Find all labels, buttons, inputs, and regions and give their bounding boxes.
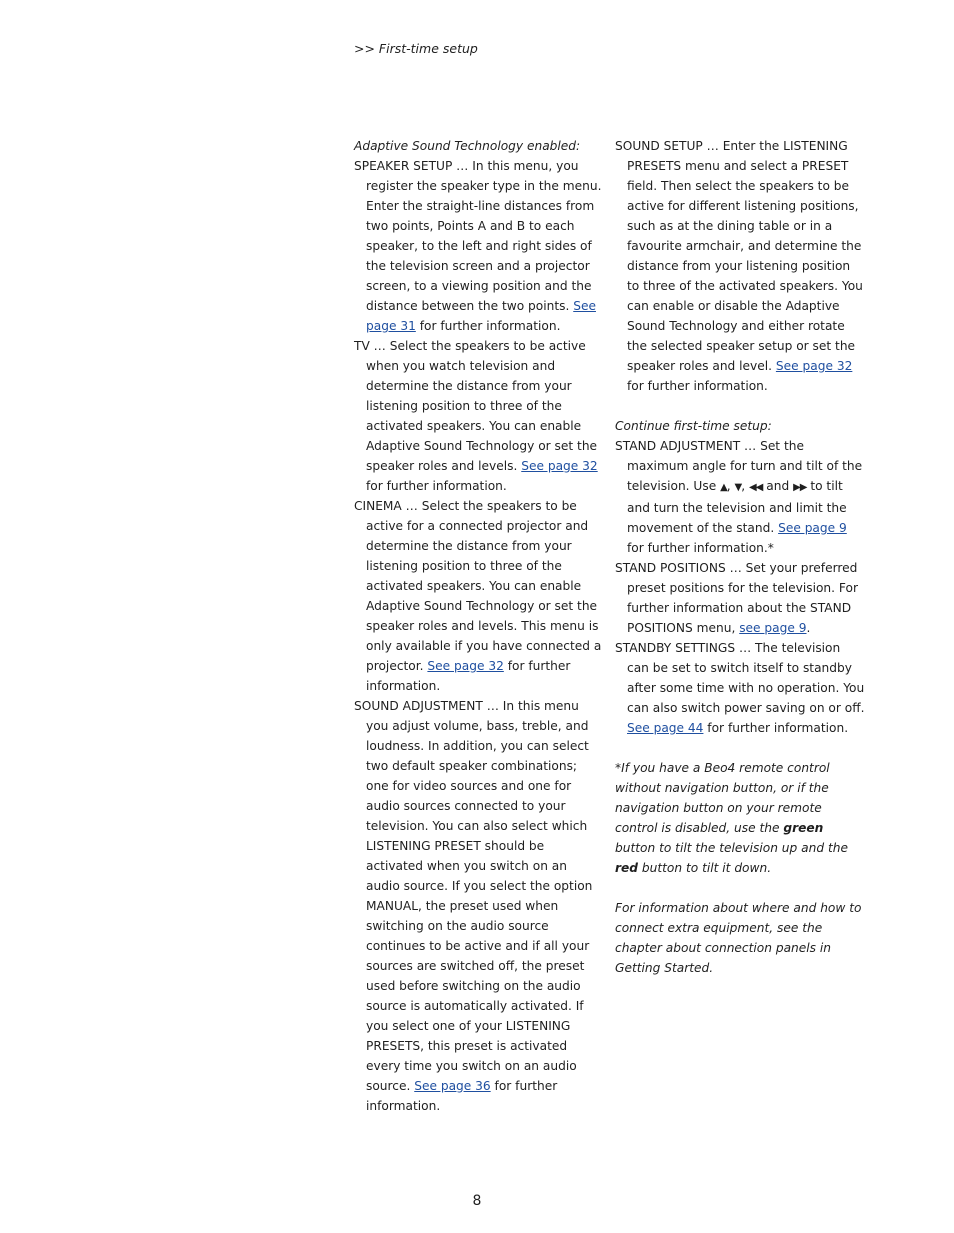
entry-standby-settings [615, 638, 865, 738]
entry-tv [354, 336, 602, 496]
down-arrow-icon: ▼ [734, 482, 742, 493]
up-arrow-icon: ▲ [720, 482, 727, 493]
entry-text: STAND POSITIONS … Set your preferred preset positions for the television. For further information about the STAND POSITIONS menu, [615, 561, 858, 635]
entry-suffix: for further information. [366, 479, 507, 493]
entry-suffix: for further information. [703, 721, 849, 735]
running-header: >> First-time setup [354, 41, 478, 56]
entry-text: SOUND SETUP … Enter the LISTENING PRESETS menu and select a PRESET field. Then select the speakers to be active for different listening positions, such as at the dining table or in a favourite armchair, and determine the distance from your listening position to three of the activated speakers. You can enable or disable the Adaptive Sound Technology and either rotate the selected speaker setup or set the speaker roles and level. [615, 139, 863, 373]
green-button-label: green [783, 821, 824, 835]
link-page-36[interactable]: See page 36 [414, 1079, 491, 1093]
entry-text-continued: to tilt and turn the television and limit the movement of the stand. [627, 479, 847, 535]
rewind-icon: ◀◀ [748, 482, 763, 493]
link-page-9[interactable]: see page 9 [739, 621, 807, 635]
link-page-44[interactable]: See page 44 [627, 721, 704, 735]
entry-suffix: for further information. [366, 659, 571, 693]
footnote-text: button to tilt it down. [638, 861, 772, 875]
entry-text: STANDBY SETTINGS … The television can be set to switch itself to standby after some time with no operation. You can also switch power saving on or off. [615, 641, 865, 715]
entry-text: SPEAKER SETUP … In this menu, you register the speaker type in the menu. Enter the straight-line distances from two points, Points A and B to each speaker, to the left and right sides of the television screen and a projector screen, to a viewing position and the distance between the two points. [354, 159, 602, 313]
spacer [615, 396, 865, 416]
footnote-text: *If you have a Beo4 remote control without navigation button, or if the navigation button on your remote control is disabled, use the [615, 761, 830, 835]
section-heading-continue-setup: Continue first-time setup: [615, 419, 772, 433]
separator: and [762, 479, 794, 493]
link-page-9[interactable]: See page 9 [778, 521, 847, 535]
entry-stand-adjustment [615, 436, 865, 558]
entry-sound-adjustment [354, 696, 602, 1116]
entry-sound-setup [615, 136, 865, 396]
entry-text: CINEMA … Select the speakers to be active for a connected projector and determine the distance from your listening position to three of the activated speakers. You can enable Adaptive Sound Technology or set the speaker roles and levels. This menu is only available if you have connected a projector. [354, 499, 602, 673]
link-page-32[interactable]: See page 32 [775, 359, 853, 373]
entry-cinema [354, 496, 602, 696]
entry-suffix: for further information. [415, 319, 561, 333]
footnote-beo4 [615, 758, 865, 878]
section-heading-adaptive-sound: Adaptive Sound Technology enabled: [354, 139, 581, 153]
footnote-text: button to tilt the television up and the [615, 841, 848, 855]
page-number: 8 [472, 1193, 482, 1209]
entry-suffix: for further information. [627, 379, 768, 393]
right-column [615, 136, 865, 978]
separator: , [726, 479, 735, 493]
separator: , [741, 479, 749, 493]
link-page-32[interactable]: See page 32 [427, 659, 504, 673]
entry-text: TV … Select the speakers to be active when you watch television and determine the distance from your listening position to three of the activated speakers. You can enable Adaptive Sound Technology or set the speaker roles and levels. [354, 339, 598, 473]
entry-stand-positions [615, 558, 865, 638]
left-column [354, 136, 602, 1116]
entry-text: SOUND ADJUSTMENT … In this menu you adjust volume, bass, treble, and loudness. In addition, you can select two default speaker combinations; one for video sources and one for audio sources connected to your television. You can also select which LISTENING PRESET should be activated when you switch on an audio source. If you select the option MANUAL, the preset used when switching on the audio source continues to be active and if all your sources are switched off, the preset used before switching on the audio source is automatically activated. If you select one of your LISTENING PRESETS, this preset is activated every time you switch on an audio source. [354, 699, 593, 1093]
info-note: For information about where and how to connect extra equipment, see the chapter about connection panels in Getting Started. [615, 901, 862, 975]
entry-suffix: . [806, 621, 811, 635]
entry-text: STAND ADJUSTMENT … Set the maximum angle for turn and tilt of the television. Use [615, 439, 863, 493]
entry-suffix: for further information.* [627, 541, 774, 555]
link-page-32[interactable]: See page 32 [521, 459, 598, 473]
spacer [615, 738, 865, 758]
entry-speaker-setup [354, 156, 602, 336]
red-button-label: red [615, 861, 639, 875]
entry-suffix: for further information. [366, 1079, 558, 1113]
fast-forward-icon: ▶▶ [793, 482, 807, 493]
spacer [615, 878, 865, 898]
link-page-31[interactable]: See page 31 [366, 299, 596, 333]
